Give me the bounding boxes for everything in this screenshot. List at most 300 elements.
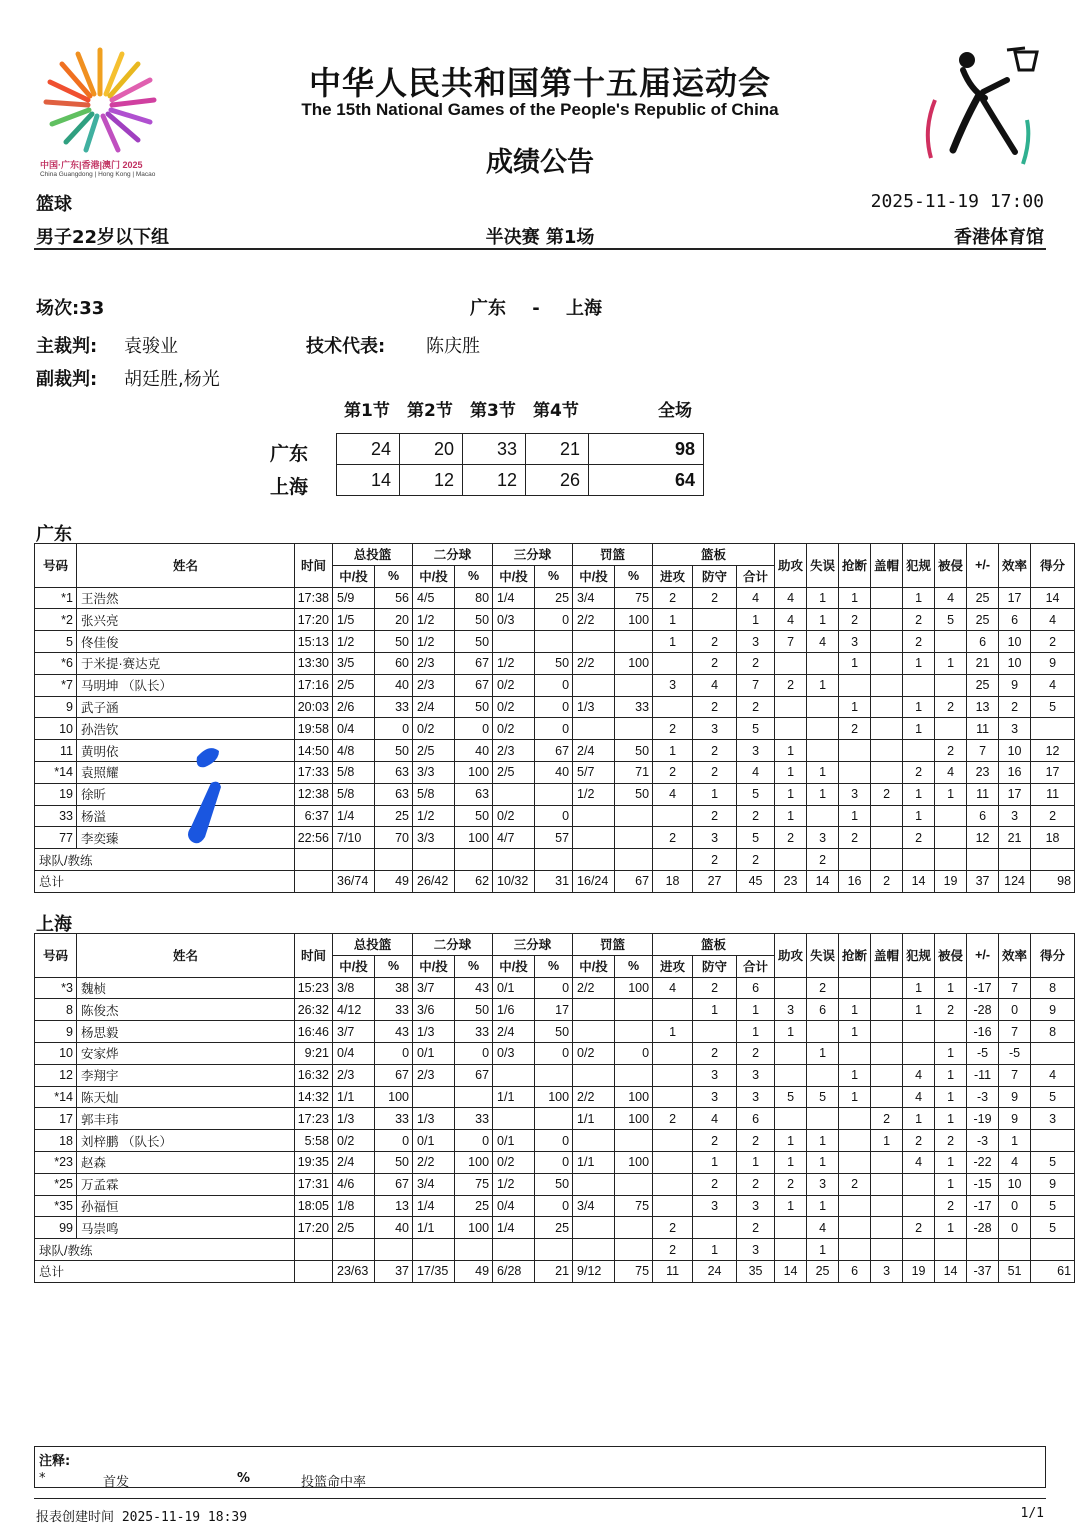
table-cell: 33 (375, 1108, 413, 1130)
table-cell: 1 (935, 1151, 967, 1173)
table-cell (903, 1195, 935, 1217)
table-cell: 50 (455, 609, 493, 631)
table-cell: 1 (935, 977, 967, 999)
table-cell: 0/4 (493, 1195, 535, 1217)
table-cell: 1 (839, 1021, 871, 1043)
total-cell: 45 (737, 870, 775, 892)
table-cell: -5 (999, 1042, 1031, 1064)
total-cell: 37 (967, 870, 999, 892)
table-cell: 5 (35, 631, 77, 653)
table-cell: -3 (967, 1130, 999, 1152)
matchup-sep: - (532, 298, 540, 319)
table-cell: 0/3 (493, 609, 535, 631)
table-cell: 3 (693, 1086, 737, 1108)
table-cell (653, 1173, 693, 1195)
table-cell: 9:21 (295, 1042, 333, 1064)
table-cell: 17 (999, 587, 1031, 609)
table-cell (807, 805, 839, 827)
table-cell: 100 (455, 827, 493, 849)
table-cell: 2 (693, 977, 737, 999)
total-cell: 21 (535, 1260, 573, 1282)
table-cell: 1 (839, 805, 871, 827)
table-cell (871, 1195, 903, 1217)
table-cell: 0/2 (493, 718, 535, 740)
table-cell (935, 827, 967, 849)
col-header-made-att: 中/投 (333, 565, 375, 587)
table-cell: 万孟霖 (77, 1173, 295, 1195)
table-cell: 6 (807, 999, 839, 1021)
table-cell: 2 (693, 849, 737, 871)
table-cell: 4/5 (413, 587, 455, 609)
table-cell: 20 (375, 609, 413, 631)
table-cell: 赵森 (77, 1151, 295, 1173)
table-cell: 2 (693, 631, 737, 653)
table-cell: 15:13 (295, 631, 333, 653)
table-cell (839, 1151, 871, 1173)
q-score: 33 (463, 434, 526, 465)
table-cell: 1 (775, 1130, 807, 1152)
table-cell (573, 1173, 615, 1195)
notes-box (34, 1446, 1046, 1488)
col-header-stl: 抢断 (839, 934, 871, 978)
col-header-made-att: 中/投 (413, 955, 455, 977)
table-cell: 1 (903, 783, 935, 805)
footer-divider (34, 1498, 1046, 1499)
table-cell: 1/1 (493, 1086, 535, 1108)
table-cell: 0 (535, 977, 573, 999)
table-cell: 杨思毅 (77, 1021, 295, 1043)
table-cell: 4 (1031, 1064, 1075, 1086)
table-cell: 4 (693, 1108, 737, 1130)
total-cell: 98 (1031, 870, 1075, 892)
total-cell: 24 (693, 1260, 737, 1282)
table-cell: 马明坤 （队长） (77, 674, 295, 696)
table-cell: 1 (653, 631, 693, 653)
table-cell: 1/1 (573, 1108, 615, 1130)
table-cell: 袁照耀 (77, 761, 295, 783)
totals-row (35, 1260, 1075, 1282)
table-cell (807, 718, 839, 740)
table-cell: 0 (535, 696, 573, 718)
table-cell: 1 (903, 999, 935, 1021)
table-cell: 1 (737, 1021, 775, 1043)
table-cell: 1 (935, 1108, 967, 1130)
table-cell (413, 1086, 455, 1108)
table-cell: 魏桢 (77, 977, 295, 999)
table-cell: 3 (1031, 1108, 1075, 1130)
table-cell (1031, 1042, 1075, 1064)
table-cell: 2 (737, 805, 775, 827)
table-cell (375, 1239, 413, 1261)
table-cell (1031, 718, 1075, 740)
table-cell: 4 (653, 783, 693, 805)
table-cell: 2/2 (573, 1086, 615, 1108)
table-row (35, 1086, 1075, 1108)
q-score: 26 (526, 465, 589, 496)
table-cell: 13:30 (295, 652, 333, 674)
table-row (35, 1173, 1075, 1195)
table-cell (535, 1239, 573, 1261)
table-cell: 5 (807, 1086, 839, 1108)
col-header-pm: +/- (967, 934, 999, 978)
table-cell: 1/1 (413, 1217, 455, 1239)
table-cell: 4 (737, 587, 775, 609)
table-cell: 4/6 (333, 1173, 375, 1195)
col-header-no: 号码 (35, 934, 77, 978)
table-cell: 38 (375, 977, 413, 999)
table-cell: -11 (967, 1064, 999, 1086)
table-cell (903, 1173, 935, 1195)
total-cell: 6 (839, 1260, 871, 1282)
table-row (35, 609, 1075, 631)
table-cell: 2/3 (333, 1064, 375, 1086)
table-cell (295, 849, 333, 871)
table-cell: 50 (615, 740, 653, 762)
table-cell: 63 (375, 761, 413, 783)
table-cell: -19 (967, 1108, 999, 1130)
total-cell: 37 (375, 1260, 413, 1282)
table-cell: 王浩然 (77, 587, 295, 609)
table-cell: 1 (693, 1151, 737, 1173)
away-team: 上海 (566, 298, 603, 319)
sport-label: 篮球 (36, 194, 72, 215)
table-cell: 3/3 (413, 827, 455, 849)
col-header-made-att: 中/投 (493, 955, 535, 977)
table-cell: 67 (455, 652, 493, 674)
table-cell: 4 (903, 1151, 935, 1173)
table-cell: 17:20 (295, 609, 333, 631)
table-cell: *7 (35, 674, 77, 696)
table-cell (375, 849, 413, 871)
table-cell (775, 1239, 807, 1261)
table-cell: 63 (375, 783, 413, 805)
table-cell: 56 (375, 587, 413, 609)
table-cell: 1 (775, 805, 807, 827)
table-cell: 2 (653, 1239, 693, 1261)
table-cell (653, 1151, 693, 1173)
table-cell: 2 (653, 761, 693, 783)
table-cell (871, 1173, 903, 1195)
totals-label: 总计 (35, 1260, 295, 1282)
table-cell (775, 1042, 807, 1064)
table-cell: 2 (737, 652, 775, 674)
table-cell: 7 (967, 740, 999, 762)
table-cell: 3 (839, 631, 871, 653)
table-cell: *25 (35, 1173, 77, 1195)
table-cell: 安家烨 (77, 1042, 295, 1064)
table-cell: *14 (35, 1086, 77, 1108)
table-cell: 21 (999, 827, 1031, 849)
table-cell (807, 652, 839, 674)
table-cell: 2 (935, 696, 967, 718)
total-cell: 35 (737, 1260, 775, 1282)
table-cell: 0/3 (493, 1042, 535, 1064)
table-cell: 2 (653, 718, 693, 740)
table-cell (839, 1239, 871, 1261)
table-cell: 6:37 (295, 805, 333, 827)
total-cell: 16/24 (573, 870, 615, 892)
table-cell (455, 849, 493, 871)
table-cell: 3 (737, 1195, 775, 1217)
table-cell: 1/5 (333, 609, 375, 631)
table-cell (935, 631, 967, 653)
table-cell: 100 (455, 761, 493, 783)
col-header-3pt: 三分球 (493, 544, 573, 566)
table-cell: 26:32 (295, 999, 333, 1021)
table-cell: 100 (375, 1086, 413, 1108)
table-cell: 0 (615, 1042, 653, 1064)
table-cell: 33 (375, 696, 413, 718)
table-cell: 0 (375, 718, 413, 740)
table-cell: 5 (1031, 1086, 1075, 1108)
table-cell (871, 1151, 903, 1173)
table-cell: 5 (1031, 696, 1075, 718)
table-cell (903, 849, 935, 871)
table-cell: 60 (375, 652, 413, 674)
table-cell: 10 (999, 652, 1031, 674)
table-cell: 50 (615, 783, 653, 805)
table-cell (871, 761, 903, 783)
table-cell: 4 (935, 761, 967, 783)
round-label: 半决赛 第1场 (485, 227, 595, 248)
table-cell: 1 (903, 718, 935, 740)
table-cell: 0 (999, 999, 1031, 1021)
table-cell: 1 (693, 999, 737, 1021)
table-cell (653, 999, 693, 1021)
table-cell: 2 (653, 827, 693, 849)
table-cell (615, 1130, 653, 1152)
table-cell (839, 1108, 871, 1130)
table-cell: 2 (775, 674, 807, 696)
table-cell: 2 (693, 1173, 737, 1195)
table-cell: 2 (653, 1217, 693, 1239)
table-cell (653, 1064, 693, 1086)
team-coach-label: 球队/教练 (35, 849, 295, 871)
table-cell: 4 (693, 674, 737, 696)
table-cell: 0/1 (413, 1130, 455, 1152)
table-cell: 9 (35, 696, 77, 718)
table-cell: 5 (935, 609, 967, 631)
total-cell: 18 (653, 870, 693, 892)
table-cell (653, 1086, 693, 1108)
total-cell: 23/63 (333, 1260, 375, 1282)
table-cell: 2 (737, 1042, 775, 1064)
col-header-to: 失误 (807, 934, 839, 978)
col-header-fd: 被侵 (935, 544, 967, 588)
table-cell: 1/6 (493, 999, 535, 1021)
match-datetime: 2025-11-19 17:00 (870, 191, 1044, 212)
col-header-pm: +/- (967, 544, 999, 588)
quarter-row-home (337, 434, 704, 465)
table-cell: 2/3 (413, 652, 455, 674)
table-cell: 2 (693, 652, 737, 674)
table-cell (807, 1108, 839, 1130)
table-cell (935, 805, 967, 827)
table-cell: 1/3 (573, 696, 615, 718)
table-cell: 1 (807, 1151, 839, 1173)
table-cell: 4 (1031, 609, 1075, 631)
table-cell: 1 (903, 696, 935, 718)
table-cell (871, 740, 903, 762)
header-row (35, 934, 1075, 956)
table-cell: 2 (935, 999, 967, 1021)
group-label: 男子22岁以下组 (36, 227, 170, 248)
table-cell: 17 (1031, 761, 1075, 783)
table-cell: 3/4 (573, 1195, 615, 1217)
table-cell: -28 (967, 999, 999, 1021)
table-cell (573, 849, 615, 871)
table-cell: 25 (967, 609, 999, 631)
table-cell: 1 (807, 674, 839, 696)
table-cell: 25 (375, 805, 413, 827)
table-cell: 2 (903, 827, 935, 849)
table-cell (871, 1217, 903, 1239)
table-cell: 2 (775, 1173, 807, 1195)
chief-ref-label: 主裁判: (36, 336, 98, 357)
col-header-name: 姓名 (77, 934, 295, 978)
table-cell: 1 (775, 1021, 807, 1043)
table-cell: 1 (807, 1130, 839, 1152)
table-cell: 17 (999, 783, 1031, 805)
table-cell: 1 (935, 1042, 967, 1064)
table-row (35, 631, 1075, 653)
table-cell: 2/6 (333, 696, 375, 718)
table-cell: 3/3 (413, 761, 455, 783)
total-cell: 3 (871, 1260, 903, 1282)
table-cell: 孙福恒 (77, 1195, 295, 1217)
table-cell (573, 631, 615, 653)
table-cell: 25 (455, 1195, 493, 1217)
table-cell: 1 (807, 609, 839, 631)
table-cell (871, 1042, 903, 1064)
table-cell (493, 783, 535, 805)
table-cell: 3 (999, 805, 1031, 827)
table-cell: 0 (455, 1042, 493, 1064)
table-cell: 25 (967, 674, 999, 696)
table-cell (295, 870, 333, 892)
table-cell: 3 (693, 1064, 737, 1086)
table-row (35, 1151, 1075, 1173)
table-cell (535, 1108, 573, 1130)
table-cell: 0/2 (333, 1130, 375, 1152)
total-cell: 11 (653, 1260, 693, 1282)
table-cell: 75 (455, 1173, 493, 1195)
td-label: 技术代表: (306, 336, 386, 357)
table-cell: 0/2 (493, 805, 535, 827)
table-cell (455, 1086, 493, 1108)
table-cell: *1 (35, 587, 77, 609)
table-cell: 杨溢 (77, 805, 295, 827)
table-cell (615, 1021, 653, 1043)
table-cell: 3 (693, 1195, 737, 1217)
table-cell: 22:56 (295, 827, 333, 849)
table-cell: 3 (737, 631, 775, 653)
table-cell: 0/2 (493, 1151, 535, 1173)
table-cell: 1 (807, 1042, 839, 1064)
table-cell: 20:03 (295, 696, 333, 718)
col-header-made-att: 中/投 (573, 955, 615, 977)
table-cell: 7/10 (333, 827, 375, 849)
table-cell: 16:46 (295, 1021, 333, 1043)
table-cell (573, 1217, 615, 1239)
table-cell: 3 (737, 740, 775, 762)
table-cell: 1 (935, 1086, 967, 1108)
col-header-blk: 盖帽 (871, 544, 903, 588)
col-header-3pt: 三分球 (493, 934, 573, 956)
table-cell: 1 (775, 1151, 807, 1173)
match-number: 场次:33 (36, 298, 105, 319)
table-cell: 1 (775, 783, 807, 805)
table-cell: 2 (1031, 805, 1075, 827)
table-cell: 张兴亮 (77, 609, 295, 631)
table-cell (775, 849, 807, 871)
table-cell: 50 (375, 740, 413, 762)
col-header-pct: % (535, 565, 573, 587)
table-cell: 1 (653, 609, 693, 631)
logo-caption-cn: 中国·广东|香港|澳门 2025 (40, 160, 143, 170)
table-cell (1031, 1130, 1075, 1152)
table-cell (573, 805, 615, 827)
table-row (35, 674, 1075, 696)
table-cell: 孙浩钦 (77, 718, 295, 740)
table-cell: 1/8 (333, 1195, 375, 1217)
table-cell: 0 (999, 1217, 1031, 1239)
table-cell: 14:50 (295, 740, 333, 762)
table-cell: 1 (839, 587, 871, 609)
table-cell: 12 (967, 827, 999, 849)
total-cell: 9/12 (573, 1260, 615, 1282)
table-cell (295, 1239, 333, 1261)
table-cell (839, 977, 871, 999)
table-cell: 2/2 (573, 609, 615, 631)
table-cell: 1/2 (413, 609, 455, 631)
table-cell (839, 849, 871, 871)
table-cell: 1/2 (413, 805, 455, 827)
table-cell: *14 (35, 761, 77, 783)
table-cell: 71 (615, 761, 653, 783)
table-cell (871, 609, 903, 631)
total-cell: 14 (903, 870, 935, 892)
table-cell: 刘梓鹏 （队长） (77, 1130, 295, 1152)
table-cell: 9 (35, 1021, 77, 1043)
table-row (35, 977, 1075, 999)
table-cell: 50 (535, 1173, 573, 1195)
table-cell: 2 (903, 761, 935, 783)
table-cell (493, 849, 535, 871)
table-cell: 1 (839, 1064, 871, 1086)
box-score-table-away (34, 933, 1075, 1283)
table-row (35, 1042, 1075, 1064)
col-header-reb: 篮板 (653, 544, 775, 566)
table-cell: 2/5 (333, 674, 375, 696)
table-cell (871, 587, 903, 609)
td-name: 陈庆胜 (426, 336, 480, 357)
table-cell: 25 (535, 1217, 573, 1239)
table-cell (333, 1239, 375, 1261)
table-cell: 1 (807, 1195, 839, 1217)
table-cell: 0 (535, 674, 573, 696)
table-cell: 4 (807, 1217, 839, 1239)
table-cell: *2 (35, 609, 77, 631)
table-row (35, 999, 1075, 1021)
table-cell: 5/8 (333, 783, 375, 805)
table-row (35, 1108, 1075, 1130)
table-cell: 40 (535, 761, 573, 783)
table-cell: 9 (1031, 1173, 1075, 1195)
table-cell: 11 (967, 783, 999, 805)
table-cell: 0 (375, 1042, 413, 1064)
table-cell: *23 (35, 1151, 77, 1173)
